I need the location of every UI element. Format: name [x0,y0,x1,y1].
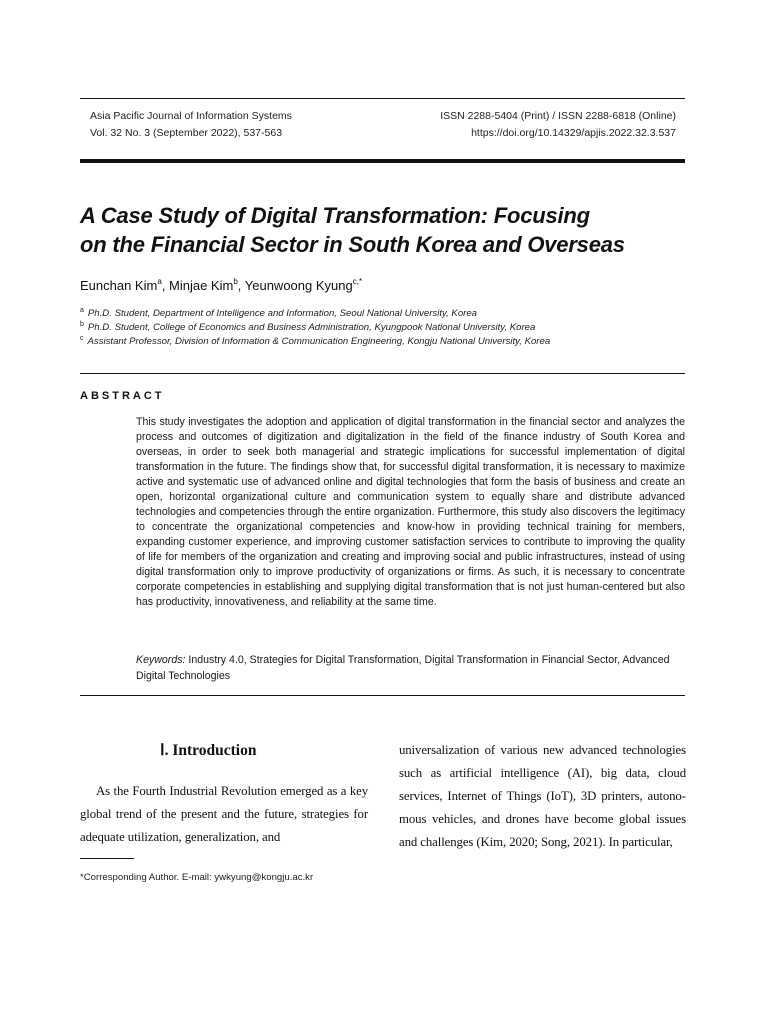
doi-link[interactable]: https://doi.org/10.14329/apjis.2022.32.3.537 [471,127,676,139]
section-title: Ⅰ. Introduction [160,742,257,759]
abstract-heading: ABSTRACT [80,390,165,402]
header-rule [80,159,685,163]
author-list [80,278,362,293]
footnote: *Corresponding Author. E-mail: ywkyung@kongju.ac.kr [80,872,314,883]
author: Eunchan Kim$^a$, [80,277,170,293]
footnote-rule [80,858,134,859]
affiliations [80,307,550,349]
title-line-1: A Case Study of Digital Transformation: Focusing [80,203,590,228]
abstract-top-rule [80,373,685,374]
title-line-2: on the Financial Sector in South Korea and Overseas [80,232,625,257]
journal-name: Asia Pacific Journal of Information Systems [90,110,292,122]
issn-info [440,108,676,142]
abstract-bottom-rule [80,695,685,696]
body-text-left: As the Fourth Industrial Revolution emerged as a key global trend of the present and the future, strategies for adequate utilization, generalization, and [80,784,368,844]
keywords-label: Keywords: [136,654,186,666]
paper-title [80,201,700,259]
author: Minjae Kim$^b$, [169,277,245,293]
affiliation: $^a$ Ph.D. Student, Department of Intelligence and Information, Seoul National University, Korea [80,307,478,319]
author: Yeunwoong Kyung$^{c,*}$ [244,277,363,293]
issn: ISSN 2288-5404 (Print) / ISSN 2288-6818 (Online) [440,110,676,122]
keywords [136,652,691,684]
keywords-text: Industry 4.0, Strategies for Digital Transformation, Digital Transformation in Financial Sector, Advanced Digital Technologies [136,654,670,682]
affiliation: $^b$ Ph.D. Student, College of Economics and Business Administration, Kyungpook National University, Korea [80,321,536,333]
top-rule [80,98,685,99]
affiliation: $^c$ Assistant Professor, Division of Information & Communication Engineering, Kongju National University, Korea [80,335,551,347]
journal-info [90,108,292,142]
body-text-right: universalization of various new advanced technologies such as artificial intelligence (AI), big data, cloud services, Internet of Things (IoT), 3D printers, autonomous vehicles, and drones have become global issues and challenges (Kim, 2020; Song, 2021). In particular, [399,743,686,849]
journal-volume: Vol. 32 No. 3 (September 2022), 537-563 [90,127,283,139]
abstract-text: This study investigates the adoption and application of digital transformation in the financial sector and analyzes the process and outcomes of digitization and digitalization in the field of the finance industry of South Korea and overseas, in order to seek both managerial and strategic implications for successful implementation of digital transformation in the future. The findings show that, for successful digital transformation, it is necessary to maximize active and systematic use of advanced online and digital technologies that form the basis of business and create an open, horizontal organizational culture and communication system to equally share and distribute advanced technologies and competencies through the entire organization. Furthermore, this study also discovers the legitimacy to concentrate the organizational competencies and know-how in providing technical training for members, expanding customer experience, and improving customer satisfaction services to contribute to improving the quality of life for members of the organization and creating and improving social and public infrastructures, instead of using digital transformation only to improve productivity of organizations or firms. As such, it is necessary to concentrate corporate competencies in establishing and supplying digital transformation that is not just human-centered but also has productivity, innovativeness, and reliability at the same time. [136,416,685,608]
